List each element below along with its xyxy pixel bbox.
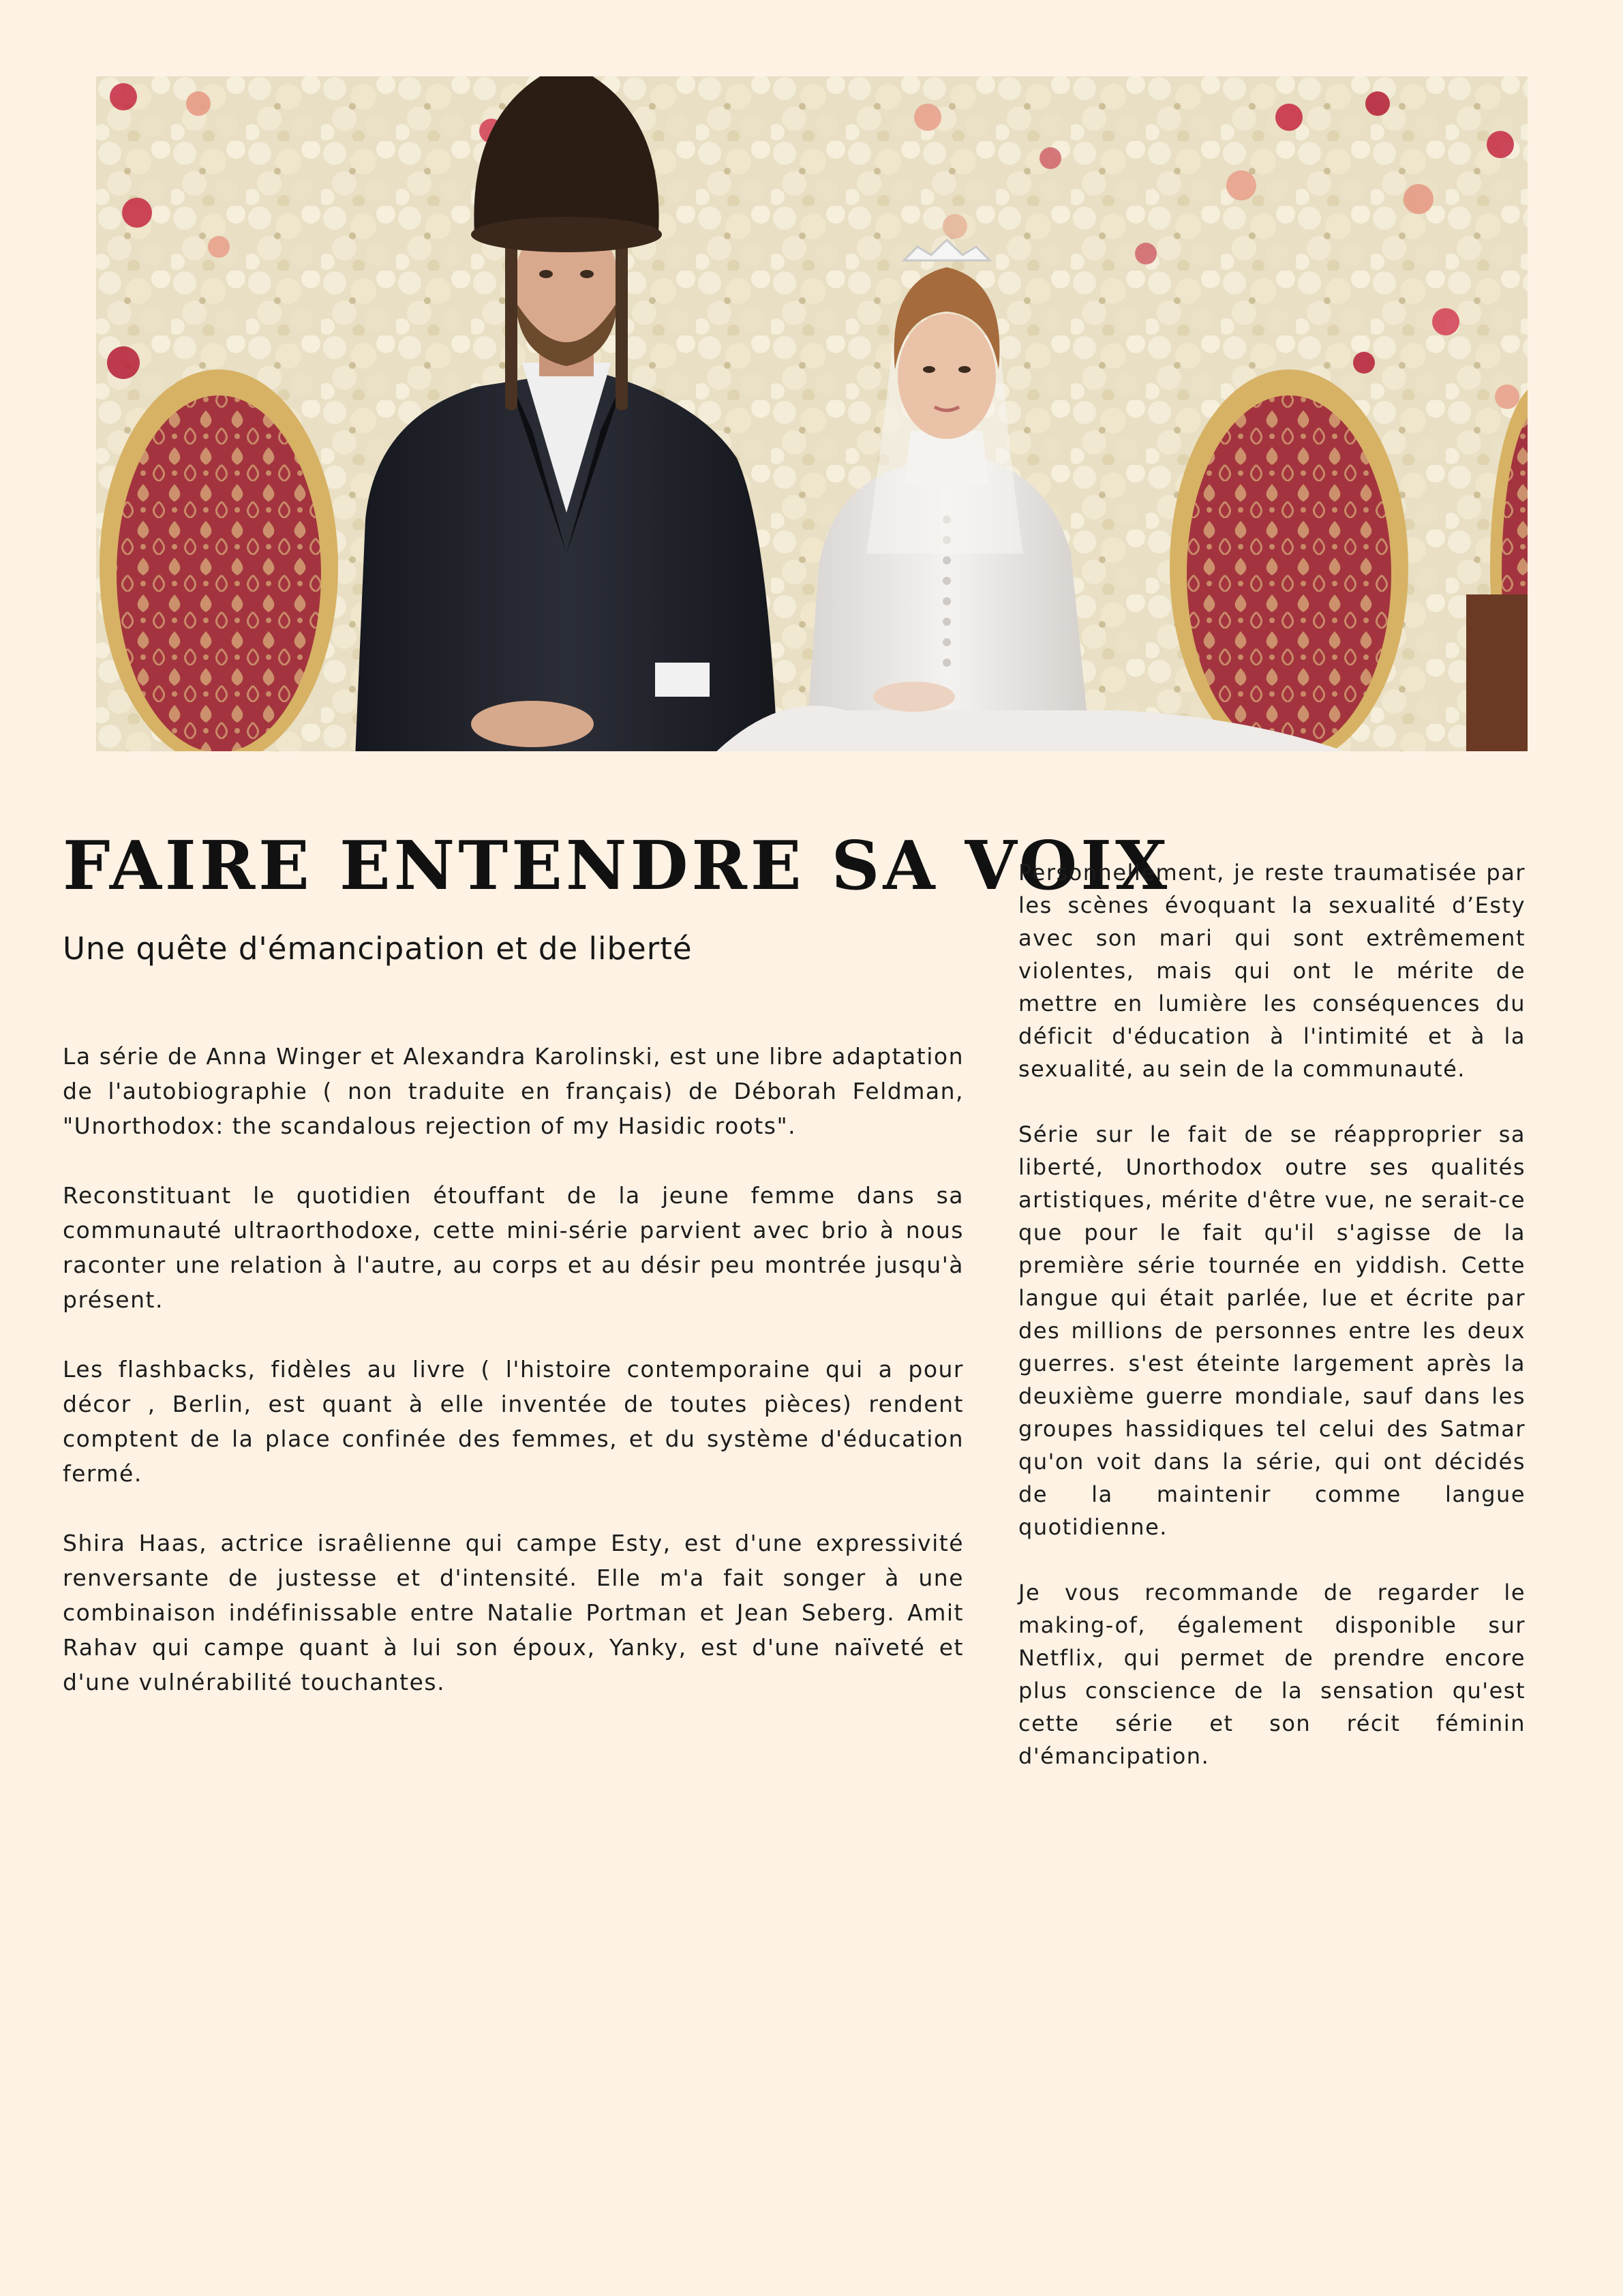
- hero-photo: [96, 76, 1528, 751]
- paragraph-yiddish: Série sur le fait de se réapproprier sa liberté, Unorthodox outre ses qualités artistiques, mérite d'être vue, ne serait-ce que pour le fait qu'il s'agisse de la première série tournée en yiddish. Cette langue qui était parlée, lue et écrite par des millions de personnes entre les deux guerres. s'est éteinte largement après la deuxième guerre mondiale, sauf dans les groupes hassidiques tel celui des Satmar qu'on voit dans la série, qui ont décidés de la maintenir comme langue quotidienne.: [1018, 1121, 1526, 1540]
- left-column: [63, 1039, 964, 1700]
- paragraph-recommendation: Je vous recommande de regarder le making-of, également disponible sur Netflix, qui permet de prendre encore plus conscience de la sensation qu'est cette série et son récit féminin d'émancipation.: [1018, 1580, 1526, 1769]
- paragraph-adaptation: La série de Anna Winger et Alexandra Karolinski, est une libre adaptation de l'autobiographie ( non traduite en français) de Déborah Feldman, "Unorthodox: the scandalous rejection of my Hasidic roots".: [63, 1043, 964, 1139]
- paragraph-daily-life: Reconstituant le quotidien étouffant de la jeune femme dans sa communauté ultraorthodoxe, cette mini-série parvient avec brio à nous raconter une relation à l'autre, au corps et au désir peu montrée jusqu'à présent.: [63, 1182, 964, 1313]
- paragraph-flashbacks: Les flashbacks, fidèles au livre ( l'histoire contemporaine qui a pour décor , Berlin, est quant à elle inventée de toutes pièces) rendent comptent de la place confinée des femmes, et du système d'éducation fermé.: [63, 1356, 964, 1487]
- wedding-couple-photo: [96, 76, 1528, 751]
- paragraph-cast: Shira Haas, actrice israêlienne qui campe Esty, est d'une expressivité renversante de justesse et d'intensité. Elle m'a fait songer à une combinaison indéfinissable entre Natalie Portman et Jean Seberg. Amit Rahav qui campe quant à lui son époux, Yanky, est d'une naïveté et d'une vulnérabilité touchantes.: [63, 1530, 964, 1695]
- article-title: FAIRE ENTENDRE SA VOIX: [63, 827, 1171, 905]
- right-column: [1018, 856, 1526, 1772]
- article-subtitle: Une quête d'émancipation et de liberté: [63, 931, 693, 967]
- paragraph-personal-view: Personnellement, je reste traumatisée par les scènes évoquant la sexualité d’Esty avec son mari qui sont extrêmement violentes, mais qui ont le mérite de mettre en lumière les conséquences du déficit d'éducation à l'intimité et à la sexualité, au sein de la communauté.: [1018, 860, 1526, 1082]
